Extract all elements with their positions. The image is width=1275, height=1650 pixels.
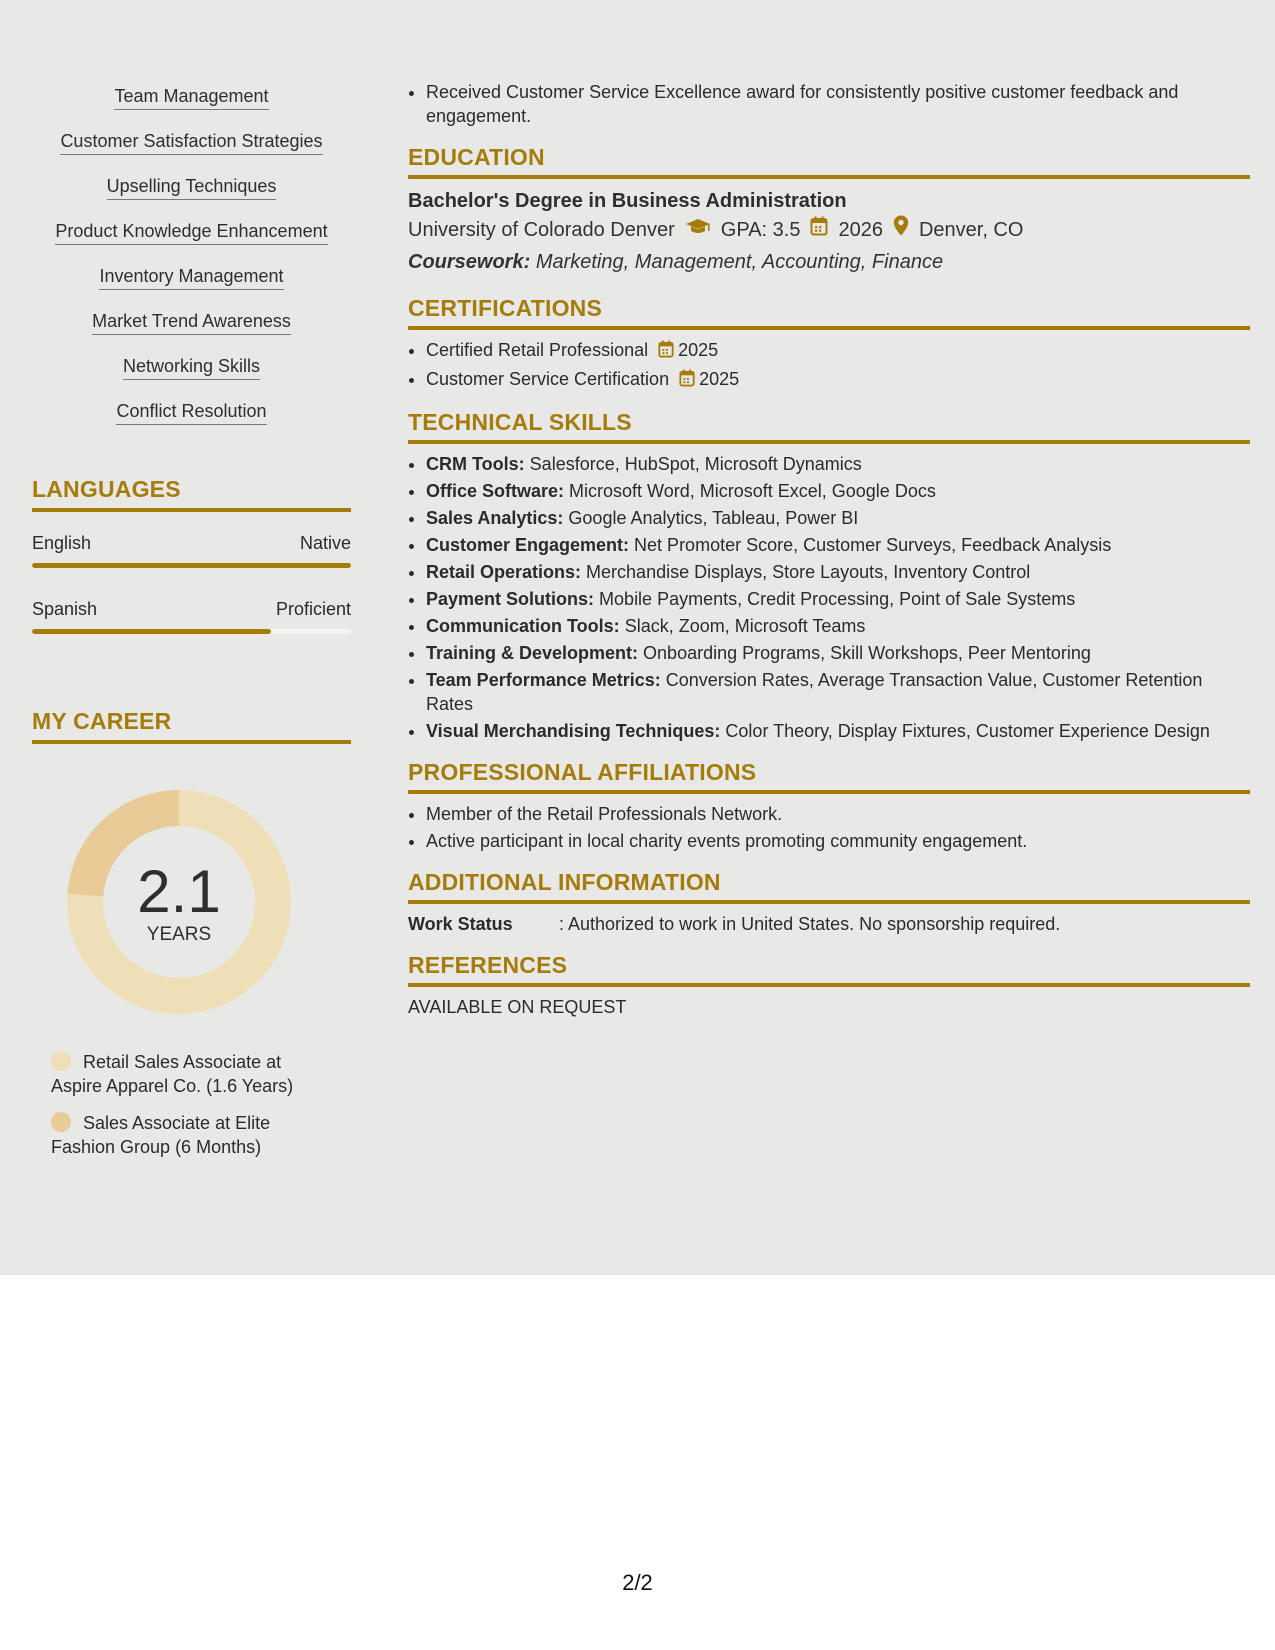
graduation-cap-icon bbox=[685, 215, 711, 245]
right-column bbox=[408, 80, 1250, 1019]
certification-item bbox=[426, 338, 1250, 364]
work-status-value: : Authorized to work in United States. No sponsorship required. bbox=[559, 914, 1061, 934]
certification-item bbox=[426, 367, 1250, 393]
coursework-list: Marketing, Management, Accounting, Finance bbox=[535, 251, 944, 273]
technical-skill-item: • Training & Development: Onboarding Programs, Skill Workshops, Peer Mentoring bbox=[426, 641, 1250, 665]
references-text: AVAILABLE ON REQUEST bbox=[408, 997, 627, 1017]
certifications-heading: CERTIFICATIONS bbox=[408, 295, 1250, 330]
certifications-list bbox=[408, 338, 1250, 393]
affiliations-heading: PROFESSIONAL AFFILIATIONS bbox=[408, 759, 1250, 794]
technical-skill-item: • Sales Analytics: Google Analytics, Tableau, Power BI bbox=[426, 506, 1250, 530]
language-bar bbox=[32, 629, 351, 634]
graduation-year: 2026 bbox=[838, 219, 883, 241]
calendar-icon bbox=[658, 340, 674, 364]
achievements-list bbox=[408, 80, 1250, 128]
technical-skill-item: • Retail Operations: Merchandise Displays, Store Layouts, Inventory Control bbox=[426, 560, 1250, 584]
language-name: English bbox=[32, 533, 92, 553]
legend-item bbox=[51, 1111, 331, 1159]
legend-dot bbox=[51, 1051, 71, 1071]
language-english bbox=[32, 532, 351, 568]
achievement-item: • Received Customer Service Excellence award for consistently positive customer feedback and engagement. bbox=[426, 80, 1250, 128]
technical-skills-heading: TECHNICAL SKILLS bbox=[408, 409, 1250, 444]
language-spanish bbox=[32, 598, 351, 634]
skill-item: Customer Satisfaction Strategies bbox=[32, 129, 351, 174]
language-name: Spanish bbox=[32, 599, 98, 619]
affiliations-list bbox=[408, 802, 1250, 853]
map-pin-icon bbox=[893, 215, 909, 245]
technical-skill-item: • CRM Tools: Salesforce, HubSpot, Microsoft Dynamics bbox=[426, 452, 1250, 476]
coursework-label: Coursework: bbox=[408, 251, 531, 273]
skills-list bbox=[32, 84, 351, 444]
technical-skill-item: • Team Performance Metrics: Conversion Rates, Average Transaction Value, Customer Retention Rates bbox=[426, 668, 1250, 716]
technical-skill-item: • Payment Solutions: Mobile Payments, Credit Processing, Point of Sale Systems bbox=[426, 587, 1250, 611]
additional-info-heading: ADDITIONAL INFORMATION bbox=[408, 869, 1250, 904]
school-name: University of Colorado Denver bbox=[408, 219, 675, 241]
career-total-value: 2.1 bbox=[137, 858, 221, 925]
languages-heading: LANGUAGES bbox=[32, 476, 351, 512]
technical-skill-item: • Office Software: Microsoft Word, Microsoft Excel, Google Docs bbox=[426, 479, 1250, 503]
skill-item: Networking Skills bbox=[32, 354, 351, 399]
skill-item: Inventory Management bbox=[32, 264, 351, 309]
degree-title: Bachelor's Degree in Business Administration bbox=[408, 190, 847, 212]
donut-center bbox=[67, 790, 291, 1014]
language-bar-fill bbox=[32, 629, 271, 634]
skill-item: Upselling Techniques bbox=[32, 174, 351, 219]
left-column bbox=[32, 84, 351, 1172]
legend-item bbox=[51, 1050, 331, 1098]
technical-skills-list bbox=[408, 452, 1250, 743]
career-legend bbox=[51, 1050, 331, 1159]
education-location: Denver, CO bbox=[918, 219, 1024, 241]
skill-item: Team Management bbox=[32, 84, 351, 129]
technical-skill-item: • Visual Merchandising Techniques: Color Theory, Display Fixtures, Customer Experience Design bbox=[426, 719, 1250, 743]
coursework bbox=[408, 247, 1250, 277]
work-status-label: Work Status bbox=[408, 914, 513, 934]
legend-dot bbox=[51, 1112, 71, 1132]
skill-item: Market Trend Awareness bbox=[32, 309, 351, 354]
technical-skill-item: • Communication Tools: Slack, Zoom, Microsoft Teams bbox=[426, 614, 1250, 638]
certification-year: 2025 bbox=[699, 369, 740, 389]
calendar-icon bbox=[679, 369, 695, 393]
career-heading: MY CAREER bbox=[32, 708, 351, 744]
education-meta bbox=[408, 215, 1250, 245]
language-level: Native bbox=[299, 533, 351, 553]
work-status-row bbox=[408, 912, 1250, 936]
calendar-icon bbox=[810, 215, 828, 245]
language-bar bbox=[32, 563, 351, 568]
skill-item: Conflict Resolution bbox=[32, 399, 351, 444]
certification-year: 2025 bbox=[678, 340, 719, 360]
affiliation-item: • Member of the Retail Professionals Network. bbox=[426, 802, 1250, 826]
legend-label: Retail Sales Associate at Aspire Apparel Co. (1.6 Years) bbox=[51, 1052, 294, 1096]
skill-item: Product Knowledge Enhancement bbox=[32, 219, 351, 264]
affiliation-item: • Active participant in local charity events promoting community engagement. bbox=[426, 829, 1250, 853]
page-number: 2/2 bbox=[622, 1570, 653, 1595]
references-heading: REFERENCES bbox=[408, 952, 1250, 987]
gpa: GPA: 3.5 bbox=[720, 219, 801, 241]
certification-name: Customer Service Certification bbox=[426, 369, 670, 389]
technical-skill-item: • Customer Engagement: Net Promoter Score, Customer Surveys, Feedback Analysis bbox=[426, 533, 1250, 557]
certification-name: Certified Retail Professional bbox=[426, 340, 649, 360]
legend-label: Sales Associate at Elite Fashion Group (6 Months) bbox=[51, 1113, 271, 1157]
career-donut-chart bbox=[67, 790, 291, 1014]
language-bar-fill bbox=[32, 563, 351, 568]
career-total-unit: YEARS bbox=[146, 924, 212, 945]
education-heading: EDUCATION bbox=[408, 144, 1250, 179]
language-level: Proficient bbox=[275, 599, 351, 619]
